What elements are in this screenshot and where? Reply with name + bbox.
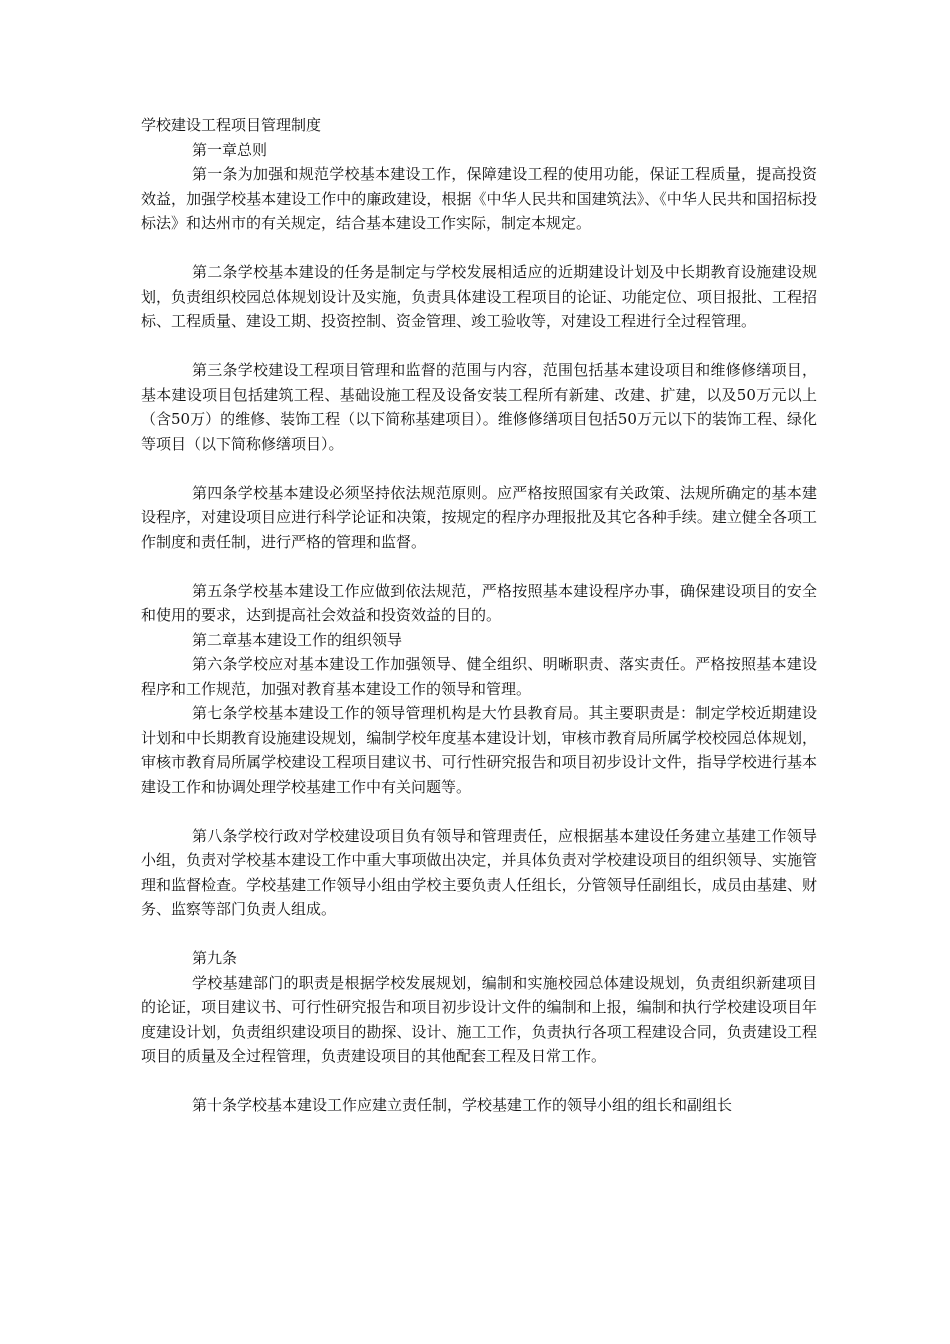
article-4: 第四条学校基本建设必须坚持依法规范原则。应严格按照国家有关政策、法规所确定的基本建设程序，对建设项目应进行科学论证和决策，按规定的程序办理报批及其它各种手续。建立健全各项工作制度和责任制，进行严格的管理和监督。 [141,483,817,551]
article-2: 第二条学校基本建设的任务是制定与学校发展相适应的近期建设计划及中长期教育设施建设规划，负责组织校园总体规划设计及实施，负责具体建设工程项目的论证、功能定位、项目报批、工程招标、工程质量、建设工期、投资控制、资金管理、竣工验收等，对建设工程进行全过程管理。 [141,263,817,330]
chapter-heading-2: 第二章基本建设工作的组织领导 [192,630,403,649]
article-1: 第一条为加强和规范学校基本建设工作，保障建设工程的使用功能，保证工程质量，提高投资效益，加强学校基本建设工作中的廉政建设，根据《中华人民共和国建筑法》、《中华人民共和国招标投标法》和达州市的有关规定，结合基本建设工作实际，制定本规定。 [141,165,817,232]
article-10: 第十条学校基本建设工作应建立责任制，学校基建工作的领导小组的组长和副组长 [192,1096,733,1114]
article-9-body: 学校基建部门的职责是根据学校发展规划，编制和实施校园总体建设规划，负责组织新建项目的论证，项目建议书、可行性研究报告和项目初步设计文件的编制和上报，编制和执行学校建设项目年度建设计划，负责组织建设项目的勘探、设计、施工工作，负责执行各项工程建设合同，负责建设工程项目的质量及全过程管理，负责建设项目的其他配套工程及日常工作。 [141,973,817,1065]
document-title: 学校建设工程项目管理制度 [141,116,322,134]
article-6: 第六条学校应对基本建设工作加强领导、健全组织、明晰职责、落实责任。严格按照基本建设程序和工作规范，加强对教育基本建设工作的领导和管理。 [141,655,817,698]
document-body [141,113,817,1118]
article-7: 第七条学校基本建设工作的领导管理机构是大竹县教育局。其主要职责是：制定学校近期建设计划和中长期教育设施建设规划，编制学校年度基本建设计划，审核市教育局所属学校校园总体规划，审核市教育局所属学校建设工程项目建议书、可行性研究报告和项目初步设计文件，指导学校进行基本建设工作和协调处理学校基建工作中有关问题等。 [141,704,817,796]
article-8: 第八条学校行政对学校建设项目负有领导和管理责任，应根据基本建设任务建立基建工作领导小组，负责对学校基本建设工作中重大事项做出决定，并具体负责对学校建设项目的组织领导、实施管理和监督检查。学校基建工作领导小组由学校主要负责人任组长，分管领导任副组长，成员由基建、财务、监察等部门负责人组成。 [141,826,817,918]
article-9-heading: 第九条 [192,949,238,967]
article-5: 第五条学校基本建设工作应做到依法规范，严格按照基本建设程序办事，确保建设项目的安全和使用的要求，达到提高社会效益和投资效益的目的。 [141,581,817,624]
chapter-heading-1: 第一章总则 [192,140,268,159]
article-3: 第三条学校建设工程项目管理和监督的范围与内容，范围包括基本建设项目和维修修缮项目，基本建设项目包括建筑工程、基础设施工程及设备安装工程所有新建、改建、扩建，以及50万元以上（含50万）的维修、装饰工程（以下简称基建项目）。维修修缮项目包括50万元以下的装饰工程、绿化等项目（以下简称修缮项目）。 [141,361,817,453]
